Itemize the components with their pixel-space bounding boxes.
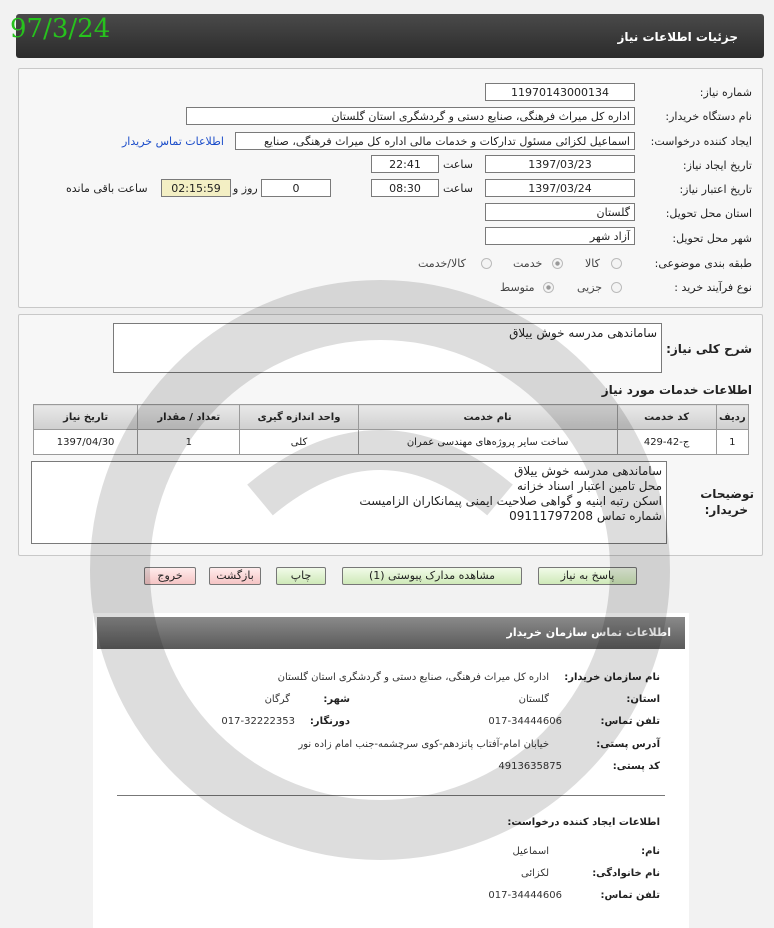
cell-date: 1397/04/30 — [34, 430, 138, 455]
buyer-org-field[interactable]: اداره کل میراث فرهنگی، صنایع دستی و گردشگری استان گلستان — [186, 107, 635, 125]
col-unit: واحد اندازه گیری — [240, 405, 358, 430]
buyer-contact-link[interactable]: اطلاعات تماس خریدار — [122, 135, 224, 148]
exit-button[interactable]: خروج — [144, 567, 196, 585]
validity-date-field[interactable]: 1397/03/24 — [485, 179, 635, 197]
col-date: تاریخ نیاز — [34, 405, 138, 430]
buyer-notes-line: محل تامین اعتبار اسناد خزانه — [516, 479, 662, 493]
validity-date-label: تاریخ اعتبار نیاز: — [679, 183, 752, 196]
category-radio-goods-service[interactable] — [481, 258, 492, 269]
services-title: اطلاعات خدمات مورد نیاز — [601, 383, 752, 397]
cell-code: ج-42-429 — [617, 430, 716, 455]
category-option-goods-service: کالا/خدمت — [418, 257, 466, 270]
process-label: نوع فرآیند خرید : — [674, 281, 752, 294]
buyer-notes-line: اسکن رتبه ابنیه و گواهی صلاحیت ایمنی پیمانکاران الزامیست — [359, 494, 662, 508]
process-radio-minor[interactable] — [611, 282, 622, 293]
contact-address-label: آدرس پستی: — [596, 739, 660, 750]
buyer-notes-label-1: توضیحات — [700, 487, 754, 501]
col-qty: تعداد / مقدار — [138, 405, 240, 430]
contact-phone-label: تلفن تماس: — [600, 716, 660, 727]
contact-postal-label: کد پستی: — [612, 761, 660, 772]
col-name: نام خدمت — [358, 405, 617, 430]
buyer-contact-card — [93, 613, 689, 928]
contact-org-label: نام سازمان خریدار: — [564, 672, 660, 683]
cell-name: ساخت سایر پروژه‌های مهندسی عمران — [358, 430, 617, 455]
contact-phone: 017-34444606 — [488, 716, 562, 727]
cell-qty: 1 — [138, 430, 240, 455]
contact-province: گلستان — [518, 694, 549, 705]
reply-button[interactable]: پاسخ به نیاز — [538, 567, 637, 585]
remaining-time-field: 02:15:59 — [161, 179, 231, 197]
created-date-label: تاریخ ایجاد نیاز: — [682, 159, 752, 172]
services-table-header — [34, 405, 749, 430]
contact-org: اداره کل میراث فرهنگی، صنایع دستی و گردشگری استان گلستان — [277, 672, 549, 683]
cell-unit: کلی — [240, 430, 358, 455]
category-radio-goods[interactable] — [611, 258, 622, 269]
contact-fax-label: دورنگار: — [309, 716, 350, 727]
remaining-label: ساعت باقی مانده — [66, 182, 148, 195]
need-number-label: شماره نیاز: — [699, 86, 752, 99]
requester-name: اسماعیل — [512, 846, 549, 857]
requester-name-label: نام: — [641, 846, 660, 857]
process-option-medium: متوسط — [500, 281, 535, 294]
buyer-notes-textarea[interactable] — [31, 461, 667, 544]
contact-city: گرگان — [264, 694, 290, 705]
attachments-button[interactable]: مشاهده مدارک پیوستی (1) — [342, 567, 522, 585]
city-field[interactable]: آزاد شهر — [485, 227, 635, 245]
contact-postal: 4913635875 — [498, 761, 562, 772]
page-header — [16, 14, 764, 58]
days-label: روز و — [233, 182, 258, 195]
category-option-goods: کالا — [585, 257, 600, 270]
created-time-label: ساعت — [443, 158, 473, 171]
requester-lastname: لکزائی — [521, 868, 549, 879]
requester-title: اطلاعات ایجاد کننده درخواست: — [507, 817, 660, 828]
category-radio-service[interactable] — [552, 258, 563, 269]
contact-city-label: شهر: — [323, 694, 350, 705]
created-date-field[interactable]: 1397/03/23 — [485, 155, 635, 173]
col-code: کد خدمت — [617, 405, 716, 430]
process-radio-medium[interactable] — [543, 282, 554, 293]
contact-address: خیابان امام-آفتاب پانزدهم-کوی سرچشمه-جنب امام زاده نور — [298, 739, 549, 750]
contact-fax: 017-32222353 — [221, 716, 295, 727]
province-label: استان محل تحویل: — [665, 207, 752, 220]
services-table — [33, 404, 749, 455]
buyer-org-label: نام دستگاه خریدار: — [665, 110, 752, 123]
validity-time-label: ساعت — [443, 182, 473, 195]
buyer-notes-line: شماره تماس 09111797208 — [509, 509, 662, 523]
date-stamp: 97/3/24 — [10, 14, 111, 44]
table-row[interactable] — [34, 430, 749, 455]
validity-time-field[interactable]: 08:30 — [371, 179, 439, 197]
requester-phone-label: تلفن تماس: — [600, 890, 660, 901]
buyer-notes-line: ساماندهی مدرسه خوش ییلاق — [514, 464, 662, 478]
requester-phone: 017-34444606 — [488, 890, 562, 901]
province-field[interactable]: گلستان — [485, 203, 635, 221]
category-label: طبقه بندی موضوعی: — [654, 257, 752, 270]
days-field[interactable]: 0 — [261, 179, 331, 197]
buyer-notes-label-2: خریدار: — [704, 503, 748, 517]
process-option-minor: جزیی — [577, 281, 603, 294]
print-button[interactable]: چاپ — [276, 567, 326, 585]
cell-row: 1 — [716, 430, 748, 455]
created-time-field[interactable]: 22:41 — [371, 155, 439, 173]
summary-textarea[interactable]: ساماندهی مدرسه خوش ییلاق — [113, 323, 662, 373]
creator-field[interactable]: اسماعیل لکزائی مسئول تدارکات و خدمات مالی اداره کل میراث فرهنگی، صنایع — [235, 132, 635, 150]
requester-lastname-label: نام خانوادگی: — [592, 868, 660, 879]
contact-divider — [117, 795, 665, 796]
col-row: ردیف — [716, 405, 748, 430]
buyer-contact-header — [97, 617, 685, 649]
buyer-contact-title: اطلاعات تماس سازمان خریدار — [506, 626, 671, 639]
city-label: شهر محل تحویل: — [672, 232, 752, 245]
page-title: جزئیات اطلاعات نیاز — [617, 30, 738, 44]
creator-label: ایجاد کننده درخواست: — [650, 135, 752, 148]
need-number-field[interactable]: 11970143000134 — [485, 83, 635, 101]
back-button[interactable]: بازگشت — [209, 567, 261, 585]
contact-province-label: استان: — [626, 694, 660, 705]
category-option-service: خدمت — [513, 257, 543, 270]
summary-label: شرح کلی نیاز: — [666, 342, 752, 356]
